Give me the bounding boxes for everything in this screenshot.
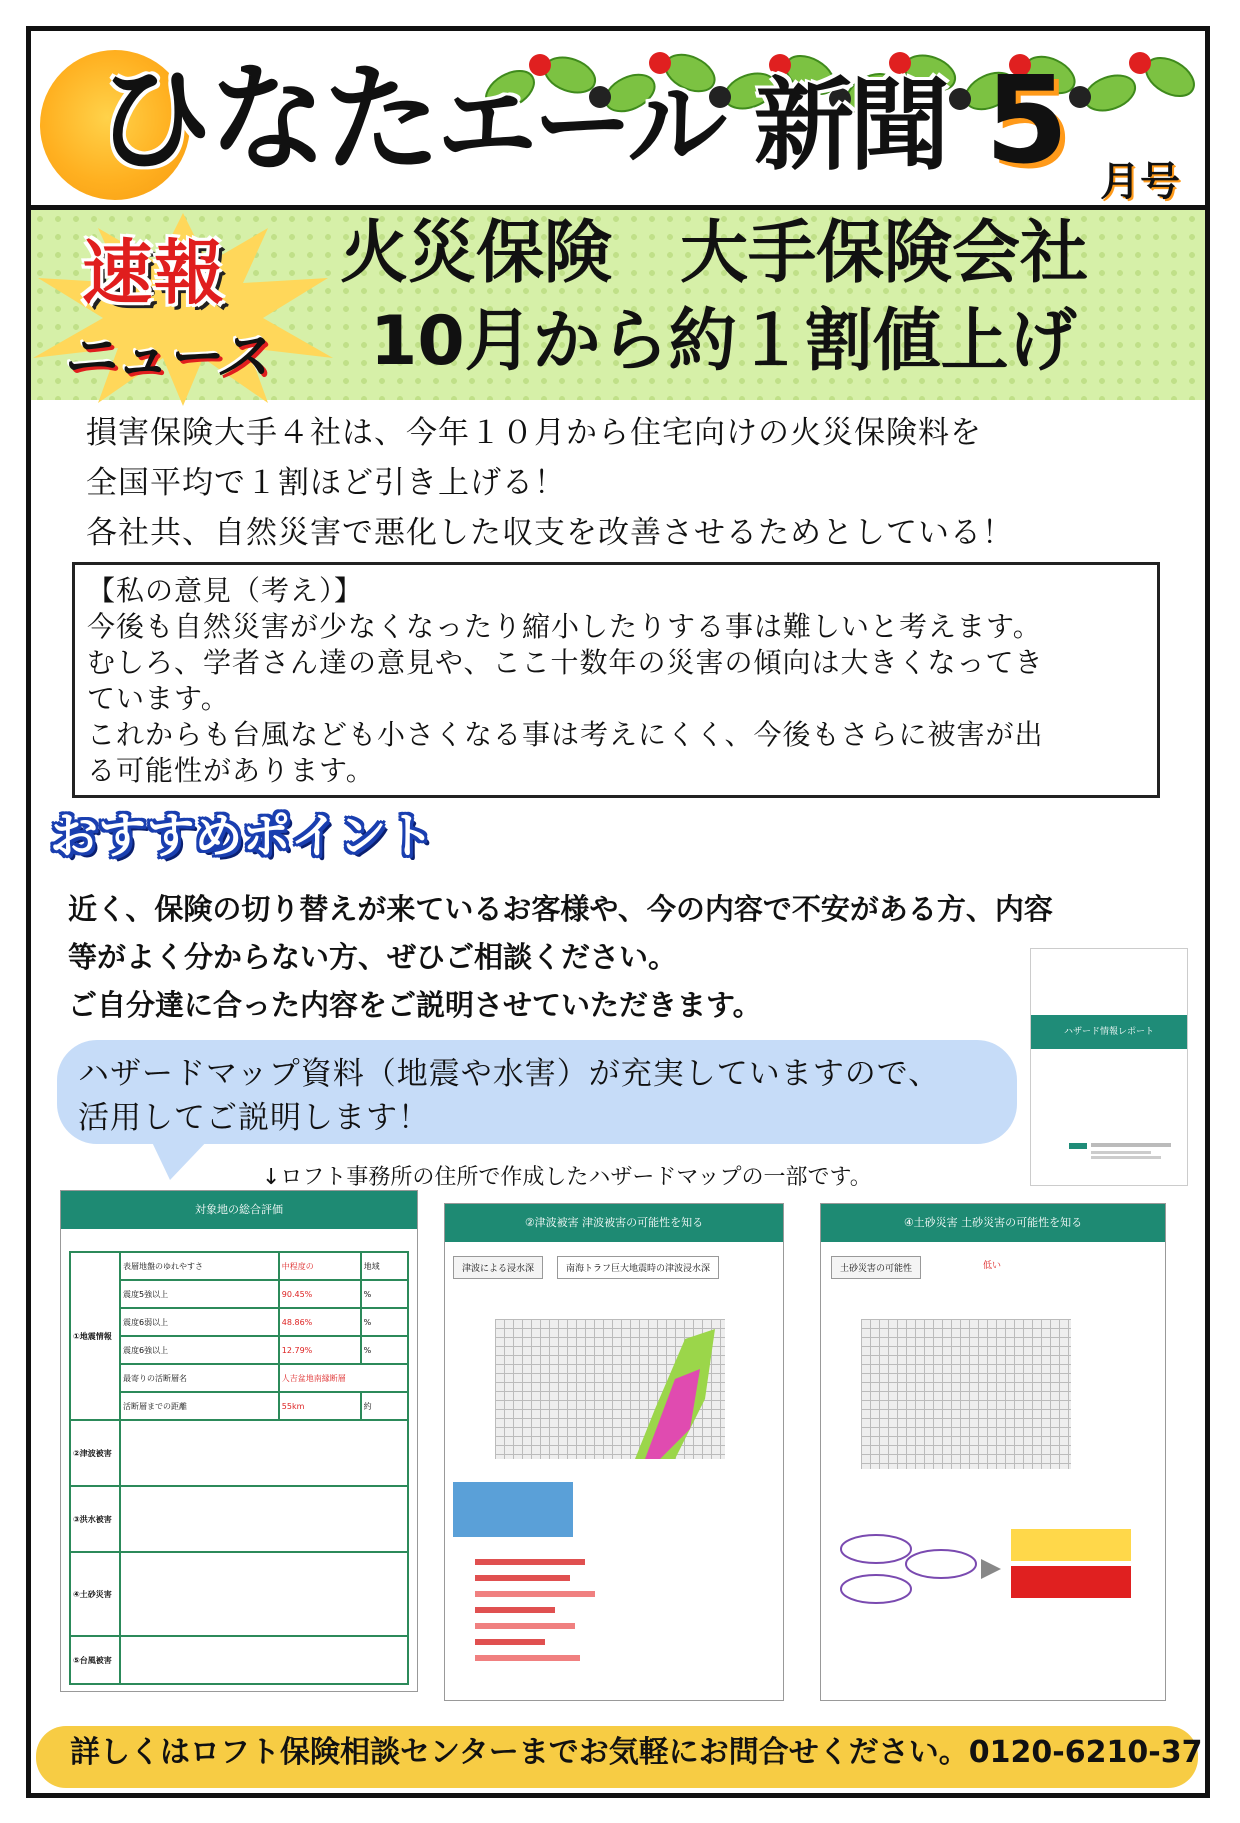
evaluation-table: [69, 1251, 409, 1685]
tsunami-panel-title: ②津波被害 津波被害の可能性を知る: [445, 1204, 783, 1242]
opinion-line: 今後も自然災害が少なくなったり縮小したりする事は難しいと考えます。: [87, 610, 1042, 643]
table-row: [70, 1552, 408, 1636]
table-cell: 90.45%: [279, 1280, 361, 1308]
recommend-text: [68, 885, 1053, 1029]
table-cell: %: [361, 1280, 408, 1308]
recommend-heading: おすすめポイント: [50, 808, 435, 864]
tsunami-inundation-overlay: [605, 1319, 725, 1459]
table-row: [70, 1336, 408, 1364]
bubble-line: ハザードマップ資料（地震や水害）が充実していますので、: [78, 1056, 941, 1092]
table-cell: 震度5強以上: [120, 1280, 279, 1308]
landslide-panel: [820, 1203, 1166, 1701]
opinion-line: これからも台風なども小さくなる事は考えにくく、今後もさらに被害が出: [87, 718, 1044, 751]
landslide-map: [861, 1319, 1071, 1469]
speech-bubble-tail: [150, 1138, 210, 1180]
opinion-title: 【私の意見（考え）】: [87, 574, 364, 607]
table-row: [70, 1364, 408, 1392]
table-row: [70, 1420, 408, 1486]
opinion-line: る可能性があります。: [87, 754, 375, 787]
category-cell: ③洪水被害: [70, 1486, 120, 1552]
table-cell: 活断層までの距離: [120, 1392, 279, 1420]
table-cell: 48.86%: [279, 1308, 361, 1336]
tsunami-tag-nankai: 南海トラフ巨大地震時の津波浸水深: [557, 1256, 719, 1279]
table-cell: 55km: [279, 1392, 361, 1420]
category-cell: ①地震情報: [70, 1252, 120, 1420]
breaking-badge: 速報: [82, 232, 226, 314]
headline-line-2: 10月から約１割値上げ: [370, 302, 1077, 381]
table-cell: 地域: [361, 1252, 408, 1280]
headline-line-1: 火災保険 大手保険会社: [340, 214, 1089, 293]
table-cell: %: [361, 1308, 408, 1336]
tsunami-inset-map: [453, 1482, 573, 1537]
category-cell: ④土砂災害: [70, 1552, 120, 1636]
report-cover-band: ハザード情報レポート: [1031, 1015, 1187, 1049]
newspaper-title: ひなたエール 新聞: [95, 50, 946, 188]
table-row: [70, 1280, 408, 1308]
news-body-line: 損害保険大手４社は、今年１０月から住宅向けの火災保険料を: [86, 415, 982, 451]
report-cover-footer-graphic: [1069, 1141, 1175, 1161]
news-body: [86, 408, 1014, 558]
table-cell: 人吉盆地南縁断層: [279, 1364, 408, 1392]
tsunami-tag-depth: 津波による浸水深: [453, 1256, 543, 1279]
opinion-line: むしろ、学者さん達の意見や、ここ十数年の災害の傾向は大きくなってき: [87, 646, 1044, 679]
table-cell: 震度6強以上: [120, 1336, 279, 1364]
recommend-line: ご自分達に合った内容をご説明させていただきます。: [68, 988, 762, 1022]
evaluation-panel-title: 対象地の総合評価: [61, 1191, 417, 1229]
category-cell: ②津波被害: [70, 1420, 120, 1486]
landslide-panel-title: ④土砂災害 土砂災害の可能性を知る: [821, 1204, 1165, 1242]
landslide-diagram: [831, 1524, 1151, 1634]
opinion-box: [72, 562, 1160, 798]
issue-month-label: 月号: [1100, 159, 1180, 205]
table-cell: 12.79%: [279, 1336, 361, 1364]
bubble-line: 活用してご説明します！: [78, 1100, 430, 1136]
table-cell: %: [361, 1336, 408, 1364]
opinion-line: ています。: [87, 682, 230, 715]
news-body-line: 各社共、自然災害で悪化した収支を改善させるためとしている！: [86, 515, 1014, 551]
table-cell: 震度6弱以上: [120, 1308, 279, 1336]
table-row: [70, 1392, 408, 1420]
tsunami-panel: [444, 1203, 784, 1701]
recommend-line: 近く、保険の切り替えが来ているお客様や、今の内容で不安がある方、内容: [68, 892, 1053, 926]
table-cell: 中程度の: [279, 1252, 361, 1280]
table-row: [70, 1486, 408, 1552]
evaluation-panel: [60, 1190, 418, 1692]
hazard-map-caption: ↓ロフト事務所の住所で作成したハザードマップの一部です。: [262, 1165, 872, 1190]
table-cell: 約: [361, 1392, 408, 1420]
footer-contact-text: 詳しくはロフト保険相談センターまでお気軽にお問合せください。0120-6210-37: [70, 1735, 1203, 1770]
news-badge: ニュース: [62, 325, 268, 388]
tsunami-bar-graph: [455, 1549, 615, 1689]
table-row: [70, 1252, 408, 1280]
table-row: [70, 1308, 408, 1336]
category-cell: ⑤台風被害: [70, 1636, 120, 1684]
landslide-tag: 土砂災害の可能性: [831, 1256, 921, 1279]
issue-month-number: 5: [985, 52, 1069, 191]
table-row: [70, 1636, 408, 1684]
table-cell: 最寄りの活断層名: [120, 1364, 279, 1392]
recommend-line: 等がよく分からない方、ぜひご相談ください。: [68, 940, 678, 974]
hazard-report-cover: [1030, 948, 1188, 1186]
landslide-risk-value: 低い: [983, 1261, 1002, 1271]
news-body-line: 全国平均で１割ほど引き上げる！: [86, 465, 566, 501]
table-cell: 表層地盤のゆれやすさ: [120, 1252, 279, 1280]
speech-bubble-text: [78, 1052, 940, 1140]
